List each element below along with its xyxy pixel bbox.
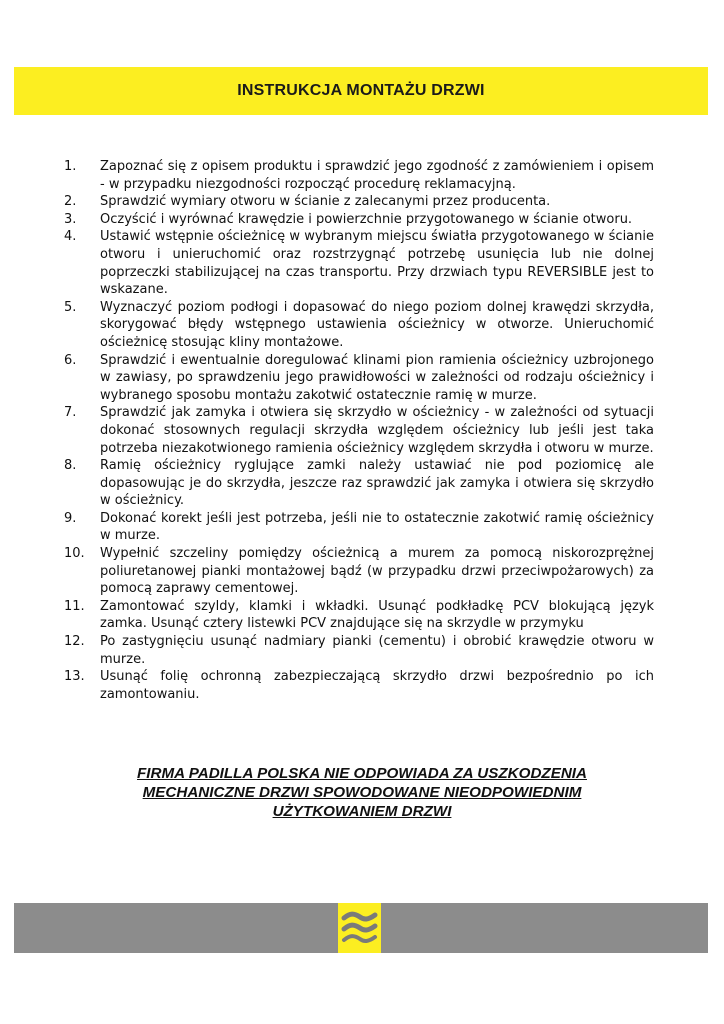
step-number: 11. xyxy=(64,598,85,614)
disclaimer-line: FIRMA PADILLA POLSKA NIE ODPOWIADA ZA USZKODZENIA xyxy=(137,765,587,782)
step-text: Wyznaczyć poziom podłogi i dopasować do niego poziom dolnej krawędzi skrzydła, skorygować błędy wstępnego ustawienia ościeżnicy w otworze. Unieruchomić ościeżnicę stosując kliny montażowe. xyxy=(100,299,654,350)
step-number: 4. xyxy=(64,229,77,245)
step-number: 10. xyxy=(64,546,85,562)
list-item xyxy=(64,404,654,457)
step-text: Zapoznać się z opisem produktu i sprawdzić jego zgodność z zamówieniem i opisem - w przypadku niezgodności rozpocząć procedurę reklamacyjną. xyxy=(100,159,654,192)
step-text: Sprawdzić jak zamyka i otwiera się skrzydło w ościeżnicy - w zależności od sytuacji dokonać stosownych regulacji skrzydła względem ościeżnicy lub jeśli jest taka potrzeba niezakotwionego ramienia ościeżnicy względem skrzydła i otworu w murze. xyxy=(100,405,654,456)
list-item xyxy=(64,457,654,510)
step-number: 3. xyxy=(64,211,77,227)
step-text: Po zastygnięciu usunąć nadmiary pianki (cementu) i obrobić krawędzie otworu w murze. xyxy=(100,634,654,667)
title-banner xyxy=(14,67,708,115)
step-number: 5. xyxy=(64,299,77,315)
step-number: 7. xyxy=(64,405,77,421)
page-title: INSTRUKCJA MONTAŻU DRZWI xyxy=(237,82,485,99)
step-text: Sprawdzić i ewentualnie doregulować klinami pion ramienia ościeżnicy uzbrojonego w zawiasy, po sprawdzeniu jego prawidłowości w zależności od rodzaju ościeżnicy i wybranego sposobu montażu zakotwić ostatecznie ramię w murze. xyxy=(100,352,654,403)
step-text: Oczyścić i wyrównać krawędzie i powierzchnie przygotowanego w ścianie otworu. xyxy=(100,211,633,227)
list-item xyxy=(64,299,654,352)
list-item xyxy=(64,211,654,229)
step-text: Ustawić wstępnie ościeżnicę w wybranym miejscu światła przygotowanego w ścianie otworu i unieruchomić oraz rozstrzygnąć potrzebę usunięcia lub nie dolnej poprzeczki stabilizującej na czas transportu. Przy drzwiach typu REVERSIBLE jest to wskazane. xyxy=(100,229,654,298)
step-number: 13. xyxy=(64,669,85,685)
list-item xyxy=(64,668,654,703)
instruction-list xyxy=(64,158,654,703)
logo-box xyxy=(338,903,381,953)
step-text: Wypełnić szczeliny pomiędzy ościeżnicą a murem za pomocą niskorozprężnej poliuretanowej pianki montażowej bądź (w przypadku drzwi przeciwpożarowych) za pomocą zaprawy cementowej. xyxy=(100,546,654,597)
list-item xyxy=(64,633,654,668)
step-text: Ramię ościeżnicy ryglujące zamki należy ustawiać nie pod poziomicę ale dopasowując je do skrzydła, jeszcze raz sprawdzić jak zamyka i otwiera się skrzydło w ościeżnicy. xyxy=(100,458,654,509)
step-number: 9. xyxy=(64,510,77,526)
list-item xyxy=(64,598,654,633)
step-text: Zamontować szyldy, klamki i wkładki. Usunąć podkładkę PCV blokującą język zamka. Usunąć cztery listewki PCV znajdujące się na skrzydle w przymyku xyxy=(100,598,654,632)
step-text: Dokonać korekt jeśli jest potrzeba, jeśli nie to ostatecznie zakotwić ramię ościeżnicy w murze. xyxy=(100,510,654,544)
disclaimer xyxy=(90,764,634,821)
disclaimer-line: MECHANICZNE DRZWI SPOWODOWANE NIEODPOWIEDNIM xyxy=(142,784,582,801)
step-number: 2. xyxy=(64,194,77,210)
step-text: Usunąć folię ochronną zabezpieczającą skrzydło drzwi bezpośrednio po ich zamontowaniu. xyxy=(100,669,654,702)
step-number: 6. xyxy=(64,352,77,368)
list-item xyxy=(64,193,654,211)
list-item xyxy=(64,228,654,298)
list-item xyxy=(64,510,654,545)
list-item xyxy=(64,158,654,193)
step-text: Sprawdzić wymiary otworu w ścianie z zalecanymi przez producenta. xyxy=(100,194,551,210)
padilla-logo-icon xyxy=(338,903,381,953)
list-item xyxy=(64,545,654,598)
step-number: 12. xyxy=(64,634,85,650)
disclaimer-line: UŻYTKOWANIEM DRZWI xyxy=(272,803,452,820)
list-item xyxy=(64,352,654,405)
step-number: 8. xyxy=(64,458,77,474)
step-number: 1. xyxy=(64,159,77,174)
